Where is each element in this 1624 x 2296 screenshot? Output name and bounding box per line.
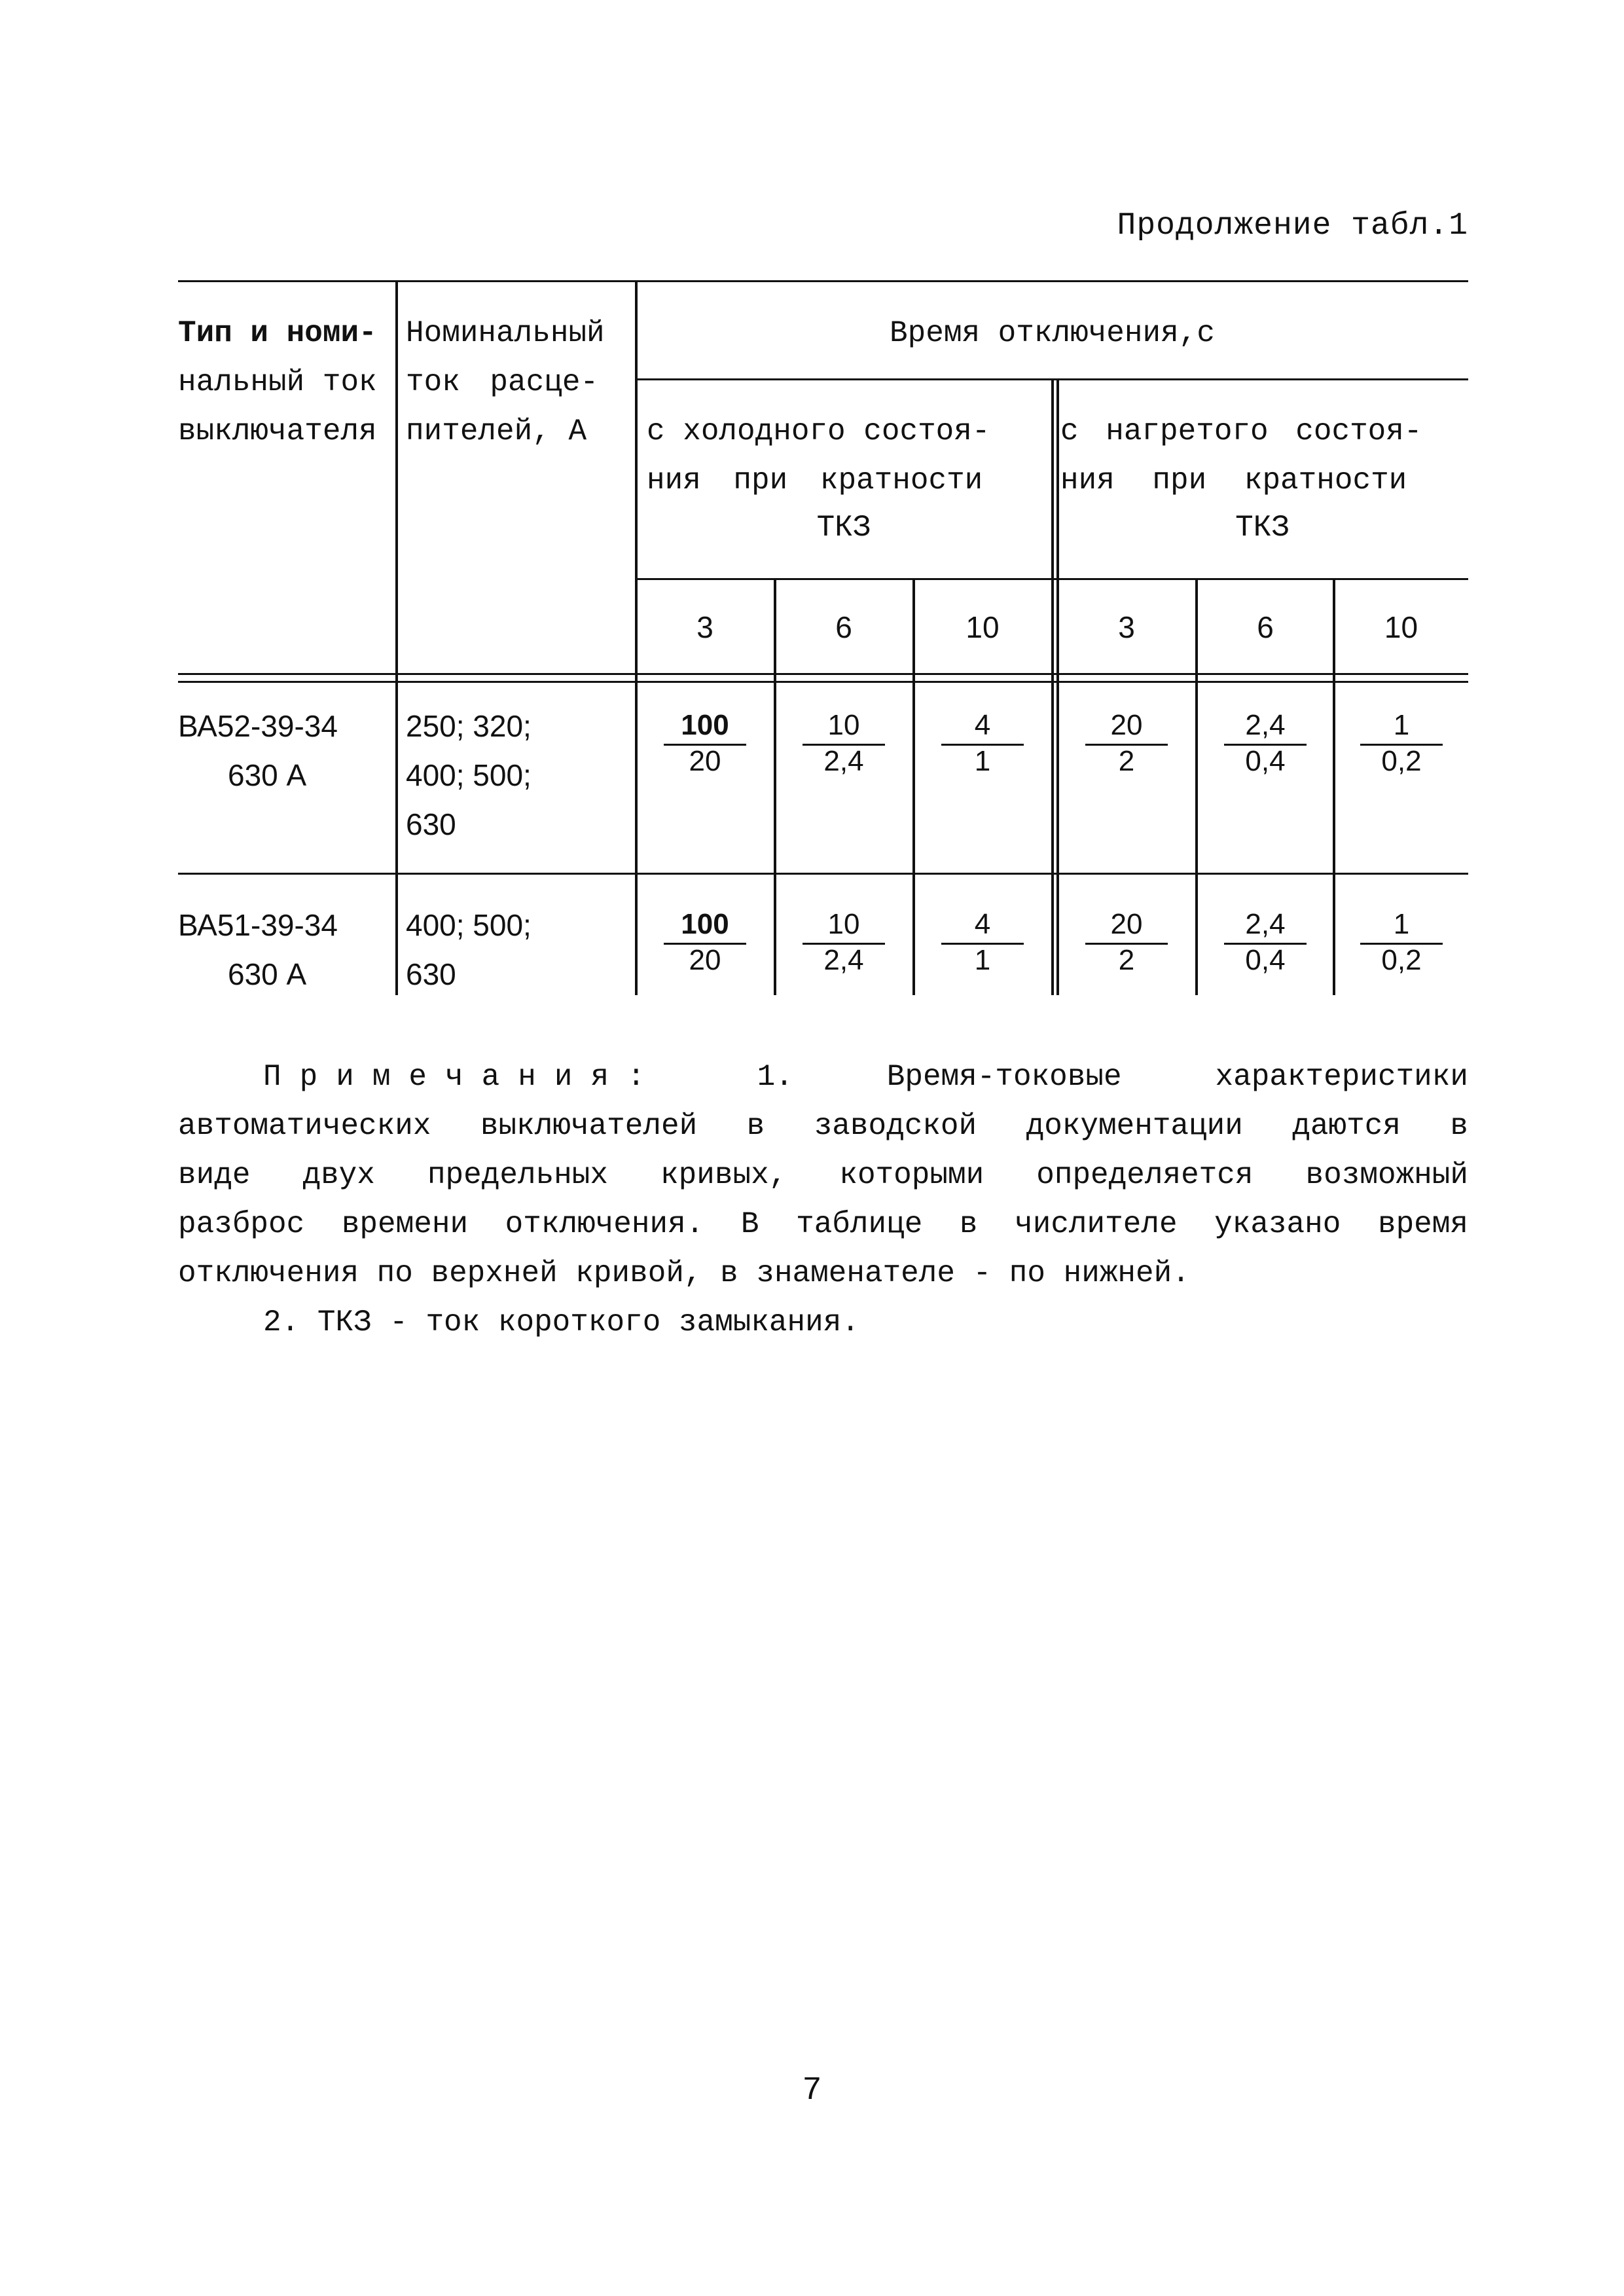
row1-current-line3: 630	[406, 807, 456, 841]
row1-current-line2: 400; 500;	[406, 758, 532, 792]
row2-cold-6	[795, 910, 893, 975]
numerator: 100	[664, 711, 746, 746]
row2-hot-3	[1077, 910, 1176, 975]
notes-line-1	[178, 1053, 1468, 1102]
denominator: 2,4	[823, 745, 864, 777]
row2-type-line2: 630 А	[228, 957, 307, 991]
denominator: 2	[1118, 944, 1135, 976]
denominator: 0,4	[1245, 944, 1286, 976]
header-type-line1: Тип и номи-	[178, 316, 377, 350]
numerator: 4	[941, 910, 1024, 945]
row1-type-line2: 630 А	[228, 758, 307, 792]
denominator: 2,4	[823, 944, 864, 976]
numerator: 10	[803, 910, 885, 945]
notes-item-2: 2. ТКЗ - ток короткого замыкания.	[263, 1305, 859, 1339]
denominator: 20	[689, 944, 721, 976]
denominator: 2	[1118, 745, 1135, 777]
row2-cold-3	[656, 910, 754, 975]
multiple-cold-10: 10	[965, 610, 1000, 644]
row-divider	[178, 873, 1468, 875]
notes-line-3: виде двух предельных кривых, которыми определяется возможный	[178, 1158, 1468, 1192]
numerator: 2,4	[1224, 711, 1307, 746]
numerator: 1	[1360, 711, 1443, 746]
numerator: 2,4	[1224, 910, 1307, 945]
row1-hot-3	[1077, 711, 1176, 776]
notes-text-1: 1. Время-токовые характеристики	[757, 1060, 1468, 1094]
header-type-line2: нальный ток	[178, 365, 377, 399]
header-cold-line2: ния при кратности	[647, 464, 983, 498]
row1-cold-3	[656, 711, 754, 776]
header-bottom-rule-2	[178, 681, 1468, 683]
col-divider-5	[1051, 378, 1054, 995]
header-cold-line3: ТКЗ	[816, 511, 871, 545]
col-divider-1	[395, 280, 398, 995]
notes-line-2: автоматических выключателей в заводской документации даются в	[178, 1109, 1468, 1143]
header-current-line2: ток расце-	[406, 365, 599, 399]
row1-hot-10	[1352, 711, 1451, 776]
row2-current-line2: 630	[406, 957, 456, 991]
multiple-cold-3: 3	[696, 610, 713, 644]
table-caption: Продолжение табл.1	[1117, 208, 1468, 244]
denominator: 1	[974, 745, 991, 777]
denominator: 0,2	[1381, 944, 1422, 976]
notes-line-4: разброс времени отключения. В таблице в числителе указано время	[178, 1207, 1468, 1241]
table-top-rule	[178, 280, 1468, 282]
row1-cold-6	[795, 711, 893, 776]
header-hot-line3: ТКЗ	[1235, 511, 1290, 545]
breaker-table	[178, 280, 1468, 995]
multiple-hot-10: 10	[1384, 610, 1418, 644]
row2-hot-10	[1352, 910, 1451, 975]
notes-line-5: отключения по верхней кривой, в знаменателе - по нижней.	[178, 1256, 1190, 1290]
multiple-hot-6: 6	[1257, 610, 1274, 644]
notes-block	[178, 1053, 1468, 1347]
header-current-line1: Номинальный	[406, 316, 605, 350]
numerator: 1	[1360, 910, 1443, 945]
numerator: 100	[664, 910, 746, 945]
row2-cold-10	[933, 910, 1032, 975]
header-current-line3: пителей, А	[406, 414, 587, 448]
page-number: 7	[802, 2072, 822, 2109]
row1-current-line1: 250; 320;	[406, 709, 532, 743]
numerator: 10	[803, 711, 885, 746]
row2-current-line1: 400; 500;	[406, 908, 532, 942]
header-hot-line1: с нагретого состоя-	[1060, 414, 1422, 448]
header-bottom-rule	[178, 673, 1468, 675]
numerator: 20	[1085, 910, 1168, 945]
row1-cold-10	[933, 711, 1032, 776]
denominator: 0,4	[1245, 745, 1286, 777]
header-hot-line2: ния при кратности	[1060, 464, 1407, 498]
row1-type-line1: ВА52-39-34	[178, 709, 338, 743]
numerator: 4	[941, 711, 1024, 746]
header-trip-time: Время отключения,с	[890, 316, 1215, 350]
col-divider-5b	[1056, 378, 1059, 995]
row2-type-line1: ВА51-39-34	[178, 908, 338, 942]
row2-hot-6	[1216, 910, 1314, 975]
denominator: 0,2	[1381, 745, 1422, 777]
numerator: 20	[1085, 711, 1168, 746]
multiple-cold-6: 6	[835, 610, 852, 644]
denominator: 20	[689, 745, 721, 777]
header-cold-line1: с холодного состоя-	[647, 414, 990, 448]
header-type-line3: выключателя	[178, 414, 377, 448]
notes-label: Примечания:	[263, 1060, 664, 1094]
multiple-hot-3: 3	[1118, 610, 1135, 644]
row1-hot-6	[1216, 711, 1314, 776]
denominator: 1	[974, 944, 991, 976]
